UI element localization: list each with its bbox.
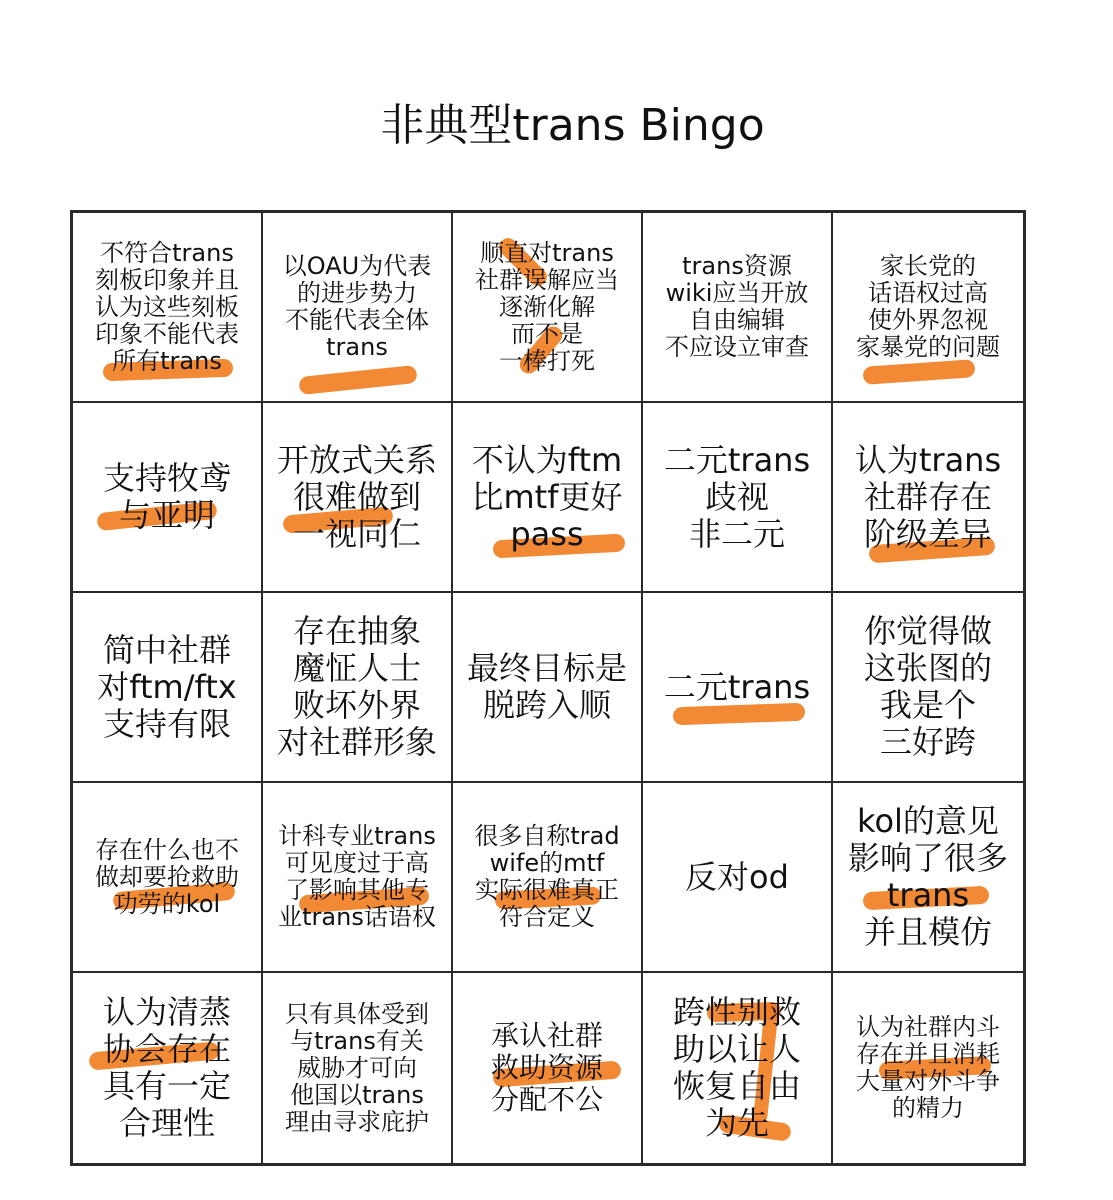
bingo-cell-12[interactable] [263,593,453,783]
cell-text: 支持牧鸢 与亚明 [102,459,231,534]
cell-text: 最终目标是 脱跨入顺 [466,649,627,724]
cell-text: 家长党的 话语权过高 使外界忽视 家暴党的问题 [856,252,1000,361]
cell-text: kol的意见 影响了很多 trans 并且模仿 [847,802,1008,951]
bingo-cell-14[interactable] [643,593,833,783]
cell-text: 存在抽象 魔怔人士 败坏外界 对社群形象 [276,612,437,761]
bingo-cell-4[interactable] [643,213,833,403]
bingo-board [70,210,1026,1166]
highlight-stroke [863,359,976,385]
cell-text: trans资源 wiki应当开放 自由编辑 不应设立审查 [665,252,809,361]
bingo-cell-1[interactable] [73,213,263,403]
bingo-cell-15[interactable] [833,593,1023,783]
cell-text: 存在什么也不 做却要抢救助 功劳的kol [95,835,239,918]
cell-text: 顺直对trans 社群误解应当 逐渐化解 而不是 一棒打死 [475,238,619,375]
cell-text: 二元trans 歧视 非二元 [663,440,811,553]
bingo-cell-11[interactable] [73,593,263,783]
bingo-cell-19[interactable] [643,783,833,973]
cell-text: 承认社群 救助资源 分配不公 [490,1019,603,1116]
cell-text: 跨性别救 助以让人 恢复自由 为先 [672,993,801,1142]
bingo-cell-7[interactable] [263,403,453,593]
bingo-cell-21[interactable] [73,973,263,1163]
bingo-cell-18[interactable] [453,783,643,973]
cell-text: 不认为ftm 比mtf更好 pass [471,440,623,553]
bingo-cell-22[interactable] [263,973,453,1163]
bingo-cell-6[interactable] [73,403,263,593]
cell-text: 以OAU为代表 的进步势力 不能代表全体 trans [282,252,432,361]
bingo-cell-25[interactable] [833,973,1023,1163]
cell-text: 不符合trans 刻板印象并且 认为这些刻板 印象不能代表 所有trans [95,238,239,375]
cell-text: 认为trans 社群存在 阶级差异 [854,440,1002,553]
bingo-cell-23[interactable] [453,973,643,1163]
bingo-cell-20[interactable] [833,783,1023,973]
cell-text: 开放式关系 很难做到 一视同仁 [276,440,437,553]
cell-text: 计科专业trans 可见度过于高 了影响其他专 业trans话语权 [278,822,436,931]
bingo-title: 非典型trans Bingo [380,100,765,151]
bingo-cell-2[interactable] [263,213,453,403]
bingo-cell-13[interactable] [453,593,643,783]
cell-text: 二元trans [663,667,811,706]
bingo-cell-10[interactable] [833,403,1023,593]
bingo-cell-17[interactable] [263,783,453,973]
bingo-cell-16[interactable] [73,783,263,973]
cell-text: 只有具体受到 与trans有关 威胁才可向 他国以trans 理由寻求庇护 [285,999,429,1136]
bingo-cell-8[interactable] [453,403,643,593]
highlight-stroke [298,365,417,395]
bingo-cell-5[interactable] [833,213,1023,403]
cell-text: 你觉得做 这张图的 我是个 三好跨 [863,612,992,761]
cell-text: 认为社群内斗 存在并且消耗 大量对外斗争 的精力 [856,1013,1000,1122]
cell-text: 简中社群 对ftm/ftx 支持有限 [97,630,237,743]
cell-text: 认为清蒸 协会存在 具有一定 合理性 [102,993,231,1142]
cell-text: 反对od [685,857,789,896]
cell-text: 很多自称trad wife的mtf 实际很难真正 符合定义 [474,822,620,931]
bingo-cell-24[interactable] [643,973,833,1163]
bingo-cell-3[interactable] [453,213,643,403]
bingo-cell-9[interactable] [643,403,833,593]
highlight-stroke [673,703,806,726]
